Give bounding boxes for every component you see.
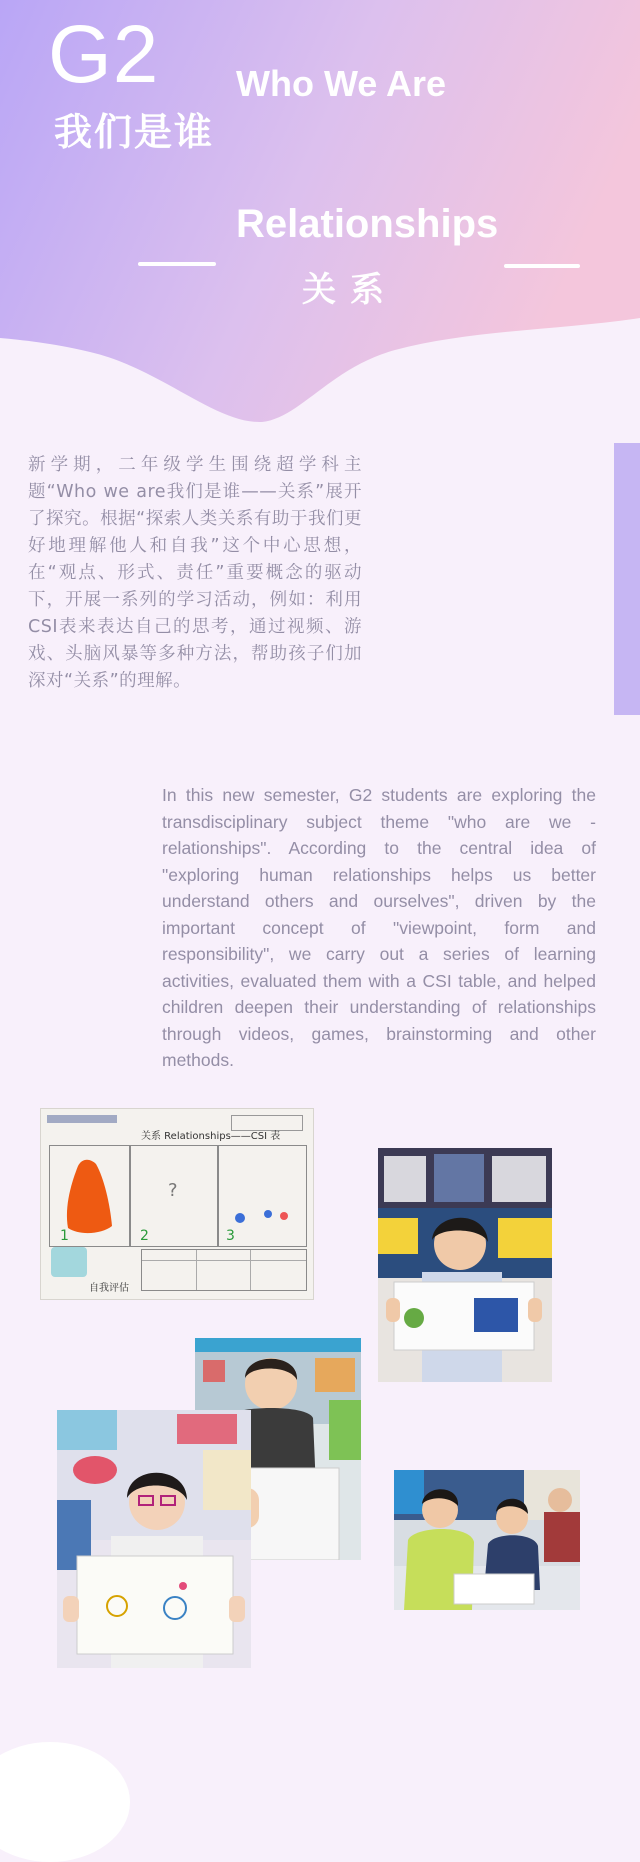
- svg-text:1: 1: [60, 1228, 69, 1244]
- csi-worksheet-photo: [40, 1108, 314, 1300]
- grade-title: G2: [48, 9, 160, 100]
- student-photo-girl-right: [378, 1148, 552, 1382]
- photo-scene-4: [394, 1470, 580, 1610]
- theme-title-en: Who We Are: [236, 63, 447, 104]
- figures-drawing: [218, 1146, 306, 1246]
- svg-text:?: ?: [168, 1180, 178, 1201]
- worksheet-evaluation-table: [141, 1249, 307, 1291]
- orange-drawing: [50, 1146, 130, 1246]
- right-divider: [504, 264, 580, 268]
- question-drawing: [130, 1146, 218, 1246]
- photo-scene-1: [378, 1148, 552, 1382]
- worksheet-caption: 自我评估: [89, 1283, 129, 1294]
- hero-banner: [0, 0, 640, 430]
- accent-bar: [614, 443, 640, 715]
- svg-text:2: 2: [140, 1228, 149, 1244]
- intro-paragraph-en: In this new semester, G2 students are exploring the transdisciplinary subject theme "who are we - relationships". According to the central idea of "exploring human relationships helps us better understand others and ourselves", driven by the important concept of "viewpoint, form and responsibility", we carry out a series of learning activities, evaluated them with a CSI table, and helped children deepen their understanding of relationships through videos, games, brainstorming and other methods.: [162, 785, 596, 1070]
- worksheet-image-box: [217, 1145, 307, 1247]
- decorative-blob: [0, 1742, 130, 1862]
- worksheet-sticker: [51, 1247, 87, 1277]
- students-group-photo: [394, 1470, 580, 1610]
- worksheet-title: 关系 Relationships——CSI 表: [141, 1131, 281, 1142]
- theme-title-cn: 我们是谁: [54, 110, 215, 154]
- svg-text:3: 3: [226, 1228, 235, 1244]
- topic-title-cn: 关系: [302, 270, 398, 310]
- student-photo-girl-left: [57, 1410, 251, 1668]
- photo-scene-3: [57, 1410, 251, 1668]
- left-divider: [138, 262, 216, 266]
- worksheet-symbol-box: [129, 1145, 219, 1247]
- worksheet-color-box: [49, 1145, 131, 1247]
- intro-paragraph-cn: 新学期，二年级学生围绕超学科主题“Who we are我们是谁——关系”展开了探究。根据“探索人类关系有助于我们更好地理解他人和自我”这个中心思想，在“观点、形式、责任”重要概念的驱动下，开展一系列的学习活动，例如：利用CSI表来表达自己的思考，通过视频、游戏、头脑风暴等多种方法，帮助孩子们加深对“关系”的理解。: [28, 455, 362, 691]
- topic-title-en: Relationships: [236, 202, 499, 246]
